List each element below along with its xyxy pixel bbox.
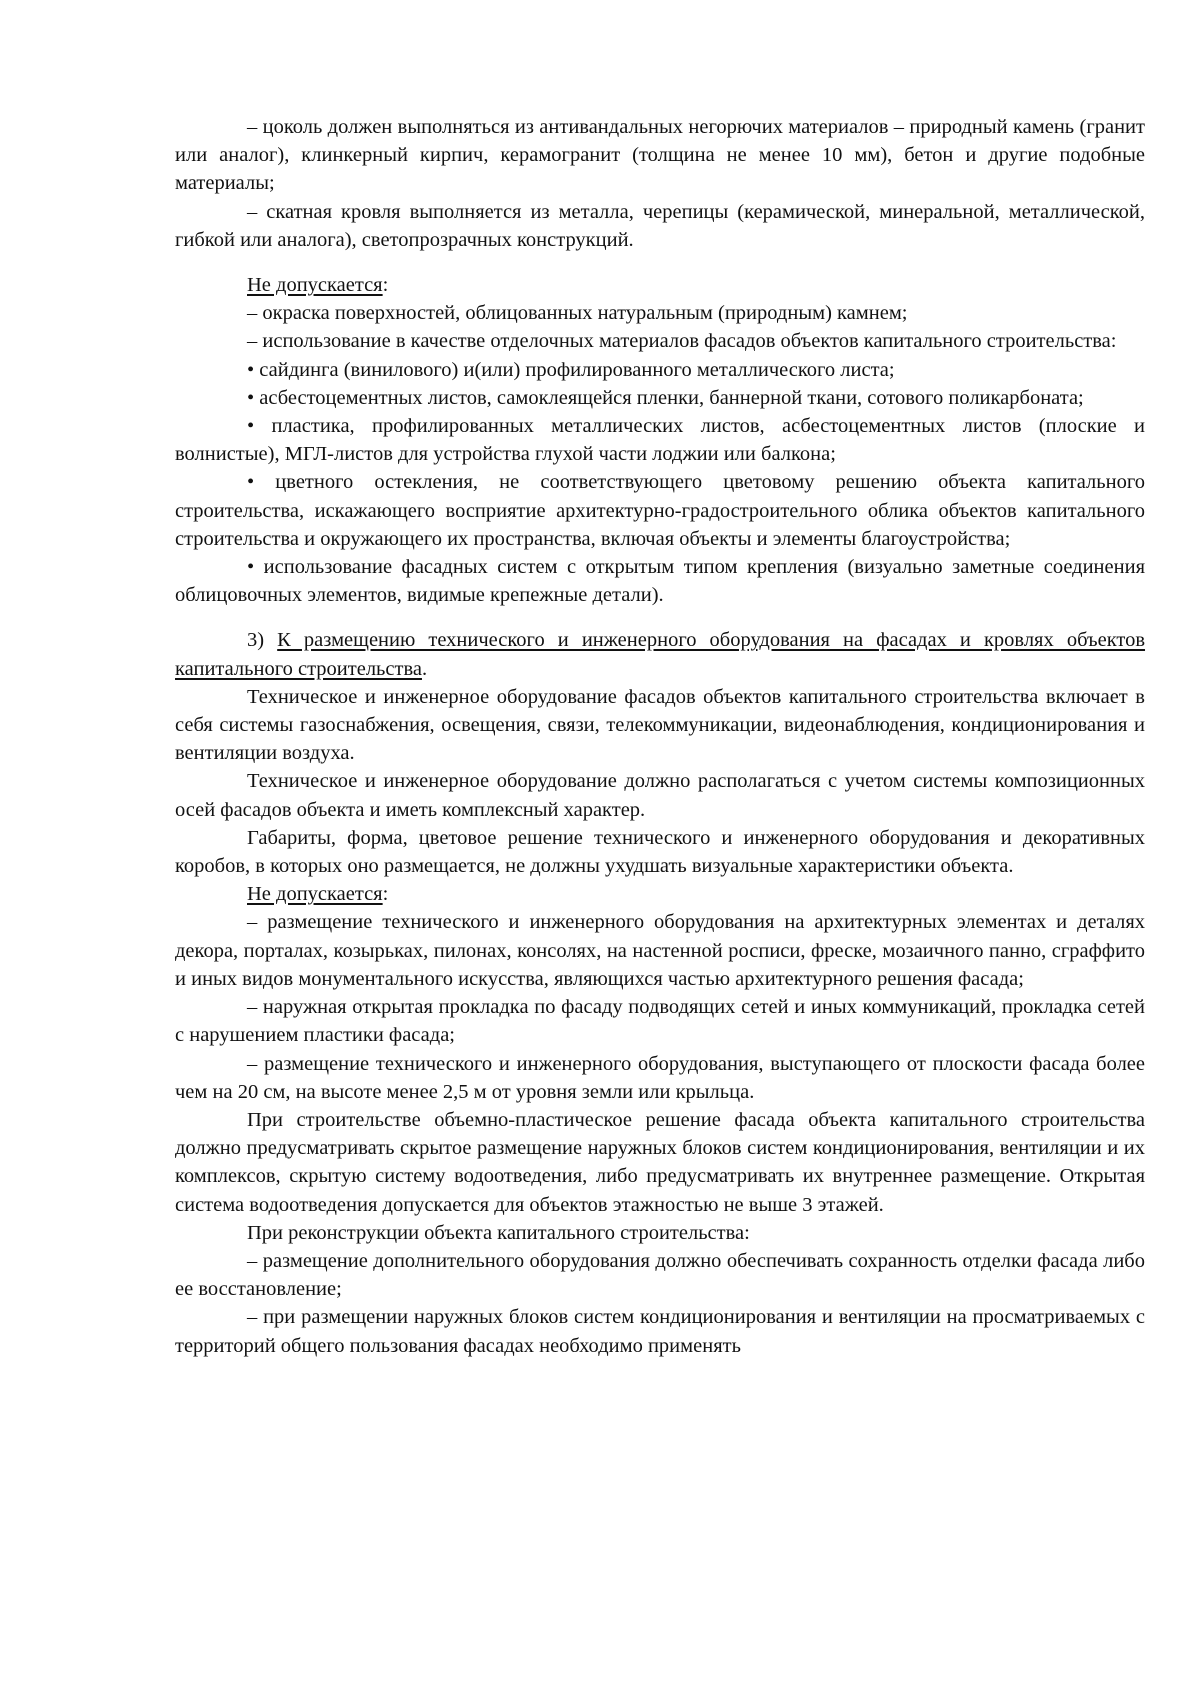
list-item: – при размещении наружных блоков систем кондиционирования и вентиляции на просматриваемых с территорий общего пользования фасадах необходимо применять bbox=[175, 1306, 1145, 1357]
bullet-item: • цветного остекления, не соответствующего цветовому решению объекта капитального строительства, искажающего восприятие архитектурно-градостроительного облика объектов капитального строительства и окружающего их пространства, включая объекты и элементы благоустройства; bbox=[175, 471, 1145, 550]
section-number: 3) bbox=[247, 629, 278, 652]
roof-materials-paragraph: – скатная кровля выполняется из металла, черепицы (керамической, минеральной, металлической, гибкой или аналога), светопрозрачных конструкций. bbox=[175, 200, 1145, 251]
not-allowed-heading-text: Не допускается bbox=[247, 274, 383, 297]
not-allowed-heading-1: Не допускается: bbox=[247, 274, 389, 297]
body-paragraph: Техническое и инженерное оборудование должно располагаться с учетом системы композиционных осей фасадов объекта и иметь комплексный характер. bbox=[175, 770, 1145, 821]
not-allowed-heading-2: Не допускается: bbox=[247, 883, 389, 906]
list-item: – размещение технического и инженерного оборудования на архитектурных элементах и деталях декора, порталах, козырьках, пилонах, консолях, на настенной росписи, фреске, мозаичного панно, сграффито и иных видов монументального искусства, являющихся частью архитектурного решения фасада; bbox=[175, 911, 1145, 990]
plinth-materials-paragraph: – цоколь должен выполняться из антивандальных негорючих материалов – природный камень (гранит или аналог), клинкерный кирпич, керамогранит (толщина не менее 10 мм), бетон и другие подобные материалы; bbox=[175, 116, 1145, 195]
section-3-heading: 3) К размещению технического и инженерного оборудования на фасадах и кровлях объектов капитального строительства. bbox=[175, 629, 1146, 680]
bullet-item: • сайдинга (винилового) и(или) профилированного металлического листа; bbox=[247, 358, 895, 381]
bullet-item: • использование фасадных систем с открытым типом крепления (визуально заметные соединения облицовочных элементов, видимые крепежные детали). bbox=[175, 556, 1145, 607]
list-item: – наружная открытая прокладка по фасаду подводящих сетей и иных коммуникаций, прокладка сетей с нарушением пластики фасада; bbox=[175, 996, 1145, 1047]
section-3-title: К размещению технического и инженерного оборудования на фасадах и кровлях объектов капитального строительства bbox=[175, 629, 1146, 680]
body-paragraph: Габариты, форма, цветовое решение технического и инженерного оборудования и декоративных коробов, в которых оно размещается, не должны ухудшать визуальные характеристики объекта. bbox=[175, 826, 1145, 878]
list-item: – использование в качестве отделочных материалов фасадов объектов капитального строительства: bbox=[247, 330, 1117, 353]
bullet-item: • асбестоцементных листов, самоклеящейся пленки, баннерной ткани, сотового поликарбоната; bbox=[247, 386, 1084, 409]
body-paragraph: При строительстве объемно-пластическое решение фасада объекта капитального строительства должно предусматривать скрытое размещение наружных блоков систем кондиционирования, вентиляции и их комплексов, скрытую систему водоотведения, либо предусматривать их внутреннее размещение. Открытая система водоотведения допускается для объектов этажностью не выше 3 этажей. bbox=[175, 1108, 1145, 1216]
list-item: – окраска поверхностей, облицованных натуральным (природным) камнем; bbox=[247, 302, 908, 325]
body-paragraph: При реконструкции объекта капитального строительства: bbox=[247, 1221, 750, 1244]
not-allowed-heading-text: Не допускается bbox=[247, 883, 383, 906]
list-item: – размещение технического и инженерного оборудования, выступающего от плоскости фасада более чем на 20 см, на высоте менее 2,5 м от уровня земли или крыльца. bbox=[175, 1052, 1145, 1103]
body-paragraph: Техническое и инженерное оборудование фасадов объектов капитального строительства включает в себя системы газоснабжения, освещения, связи, телекоммуникации, видеонаблюдения, кондиционирования и вентиляции воздуха. bbox=[175, 685, 1145, 765]
list-item: – размещение дополнительного оборудования должно обеспечивать сохранность отделки фасада либо ее восстановление; bbox=[175, 1249, 1145, 1301]
bullet-item: • пластика, профилированных металлических листов, асбестоцементных листов (плоские и волнистые), МГЛ-листов для устройства глухой части лоджии или балкона; bbox=[175, 415, 1145, 466]
document-page bbox=[175, 113, 1145, 1360]
